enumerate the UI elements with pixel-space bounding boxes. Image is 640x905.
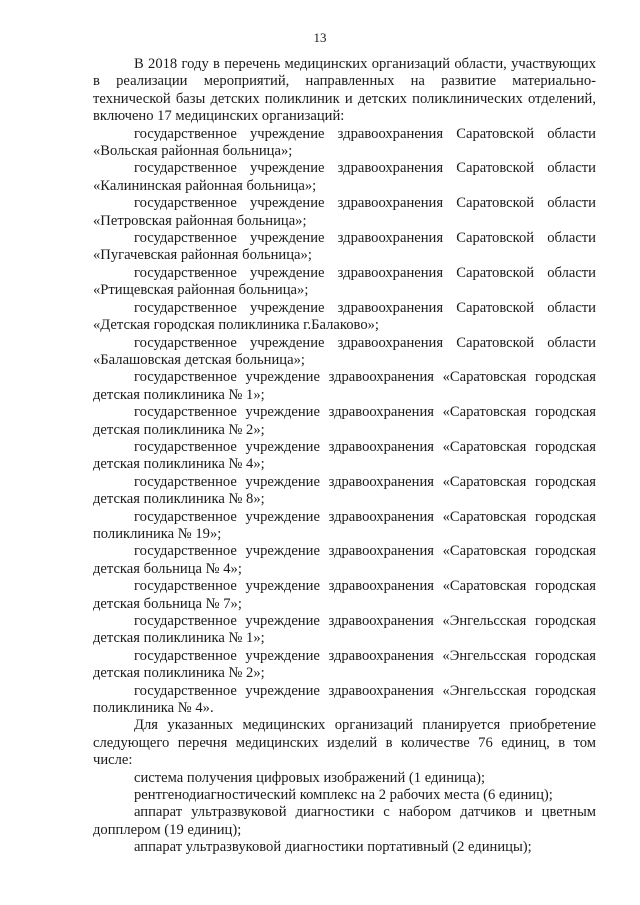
institution-item: государственное учреждение здравоохранения Саратовской области «Петровская районная больница»; (93, 195, 596, 229)
purchase-intro-paragraph: Для указанных медицинских организаций планируется приобретение следующего перечня медицинских изделий в количестве 76 единиц, в том числе: (93, 717, 596, 769)
equipment-item: аппарат ультразвуковой диагностики с набором датчиков и цветным допплером (19 единиц); (93, 804, 596, 838)
institution-item: государственное учреждение здравоохранения Саратовской области «Калининская районная больница»; (93, 160, 596, 194)
equipment-item: система получения цифровых изображений (1 единица); (134, 769, 486, 786)
institution-item: государственное учреждение здравоохранения «Саратовская городская поликлиника № 19»; (93, 508, 596, 542)
equipment-item: аппарат ультразвуковой диагностики портативный (2 единицы); (134, 839, 532, 856)
institution-item: государственное учреждение здравоохранения «Саратовская городская детская поликлиника № 4»; (93, 438, 596, 473)
institution-item: государственное учреждение здравоохранения Саратовской области «Вольская районная больница»; (93, 125, 596, 160)
institution-item: государственное учреждение здравоохранения «Саратовская городская детская больница № 4»; (93, 543, 596, 577)
equipment-list (93, 770, 596, 857)
institution-item: государственное учреждение здравоохранения «Саратовская городская детская поликлиника № 2»; (93, 404, 596, 438)
institution-list (93, 126, 596, 718)
institution-item: государственное учреждение здравоохранения «Саратовская городская детская больница № 7»; (93, 578, 596, 612)
institution-item: государственное учреждение здравоохранения «Саратовская городская детская поликлиника № 1»; (93, 369, 596, 403)
page-number: 13 (313, 30, 327, 45)
institution-item: государственное учреждение здравоохранения Саратовской области «Ртищевская районная больница»; (93, 264, 596, 299)
institution-item: государственное учреждение здравоохранения Саратовской области «Балашовская детская больница»; (93, 334, 596, 368)
institution-item: государственное учреждение здравоохранения Саратовской области «Детская городская поликлиника г.Балаково»; (93, 299, 596, 334)
institution-item: государственное учреждение здравоохранения «Энгельсская городская детская поликлиника № 1»; (93, 613, 596, 647)
institution-item: государственное учреждение здравоохранения «Энгельсская городская детская поликлиника № 2»; (93, 647, 596, 682)
institution-item: государственное учреждение здравоохранения «Энгельсская городская поликлиника № 4». (93, 682, 596, 717)
institution-item: государственное учреждение здравоохранения «Саратовская городская детская поликлиника № 8»; (93, 473, 596, 508)
document-body (93, 56, 596, 857)
intro-paragraph: В 2018 году в перечень медицинских организаций области, участвующих в реализации мероприятий, направленных на развитие материально-технической базы детских поликлиник и детских поликлинических отделений, включено 17 медицинских организаций: (93, 56, 596, 125)
equipment-item: рентгенодиагностический комплекс на 2 рабочих места (6 единиц); (134, 787, 553, 804)
institution-item: государственное учреждение здравоохранения Саратовской области «Пугачевская районная больница»; (93, 230, 596, 264)
